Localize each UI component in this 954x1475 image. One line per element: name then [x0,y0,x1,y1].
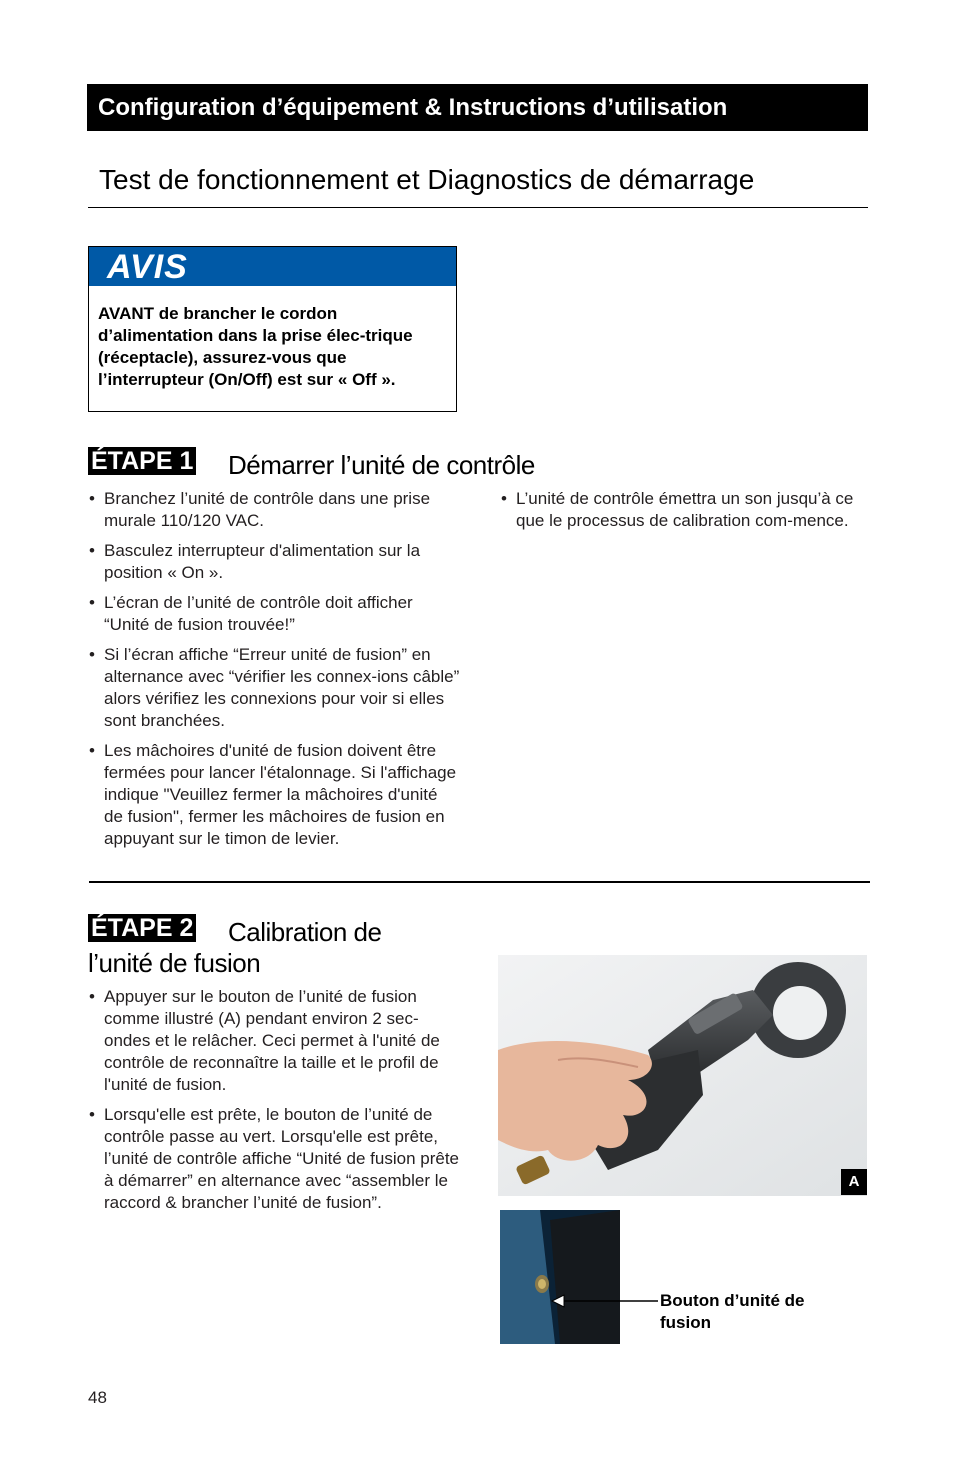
section-title: Test de fonctionnement et Diagnostics de démarrage [99,164,755,195]
list-item: • L’unité de contrôle émettra un son jusqu’à ce que le processus de calibration com-mence. [501,488,871,532]
step2-heading [88,914,196,943]
list-item: • Les mâchoires d'unité de fusion doivent être fermées pour lancer l'étalonnage. Si l'affichage indique "Veuillez fermer la mâchoires d'unité de fusion", fermer les mâchoires de fusion en appuyant sur le timon de levier. [89,740,461,850]
button-closeup-photo [500,1210,620,1344]
fusion-unit-illustration [498,955,867,1196]
list-item: • L’écran de l’unité de contrôle doit afficher “Unité de fusion trouvée!” [89,592,461,636]
chapter-header-title: Configuration d’équipement & Instructions d’utilisation [98,94,728,121]
step-divider [89,881,870,883]
step1-bullet-list-left [89,488,461,858]
notice-text: AVANT de brancher le cordon d’alimentation dans la prise élec-trique (réceptacle), assurez-vous que l’interrupteur (On/Off) est sur « Off ». [98,304,413,389]
callout-arrow [550,1291,660,1311]
step2-bullet-list [89,986,461,1222]
step1-bullet-list-right [501,488,871,540]
step2-badge: ÉTAPE 2 [88,914,196,942]
list-item: • Lorsqu'elle est prête, le bouton de l’unité de contrôle passe au vert. Lorsqu'elle est prête, l’unité de contrôle affiche “Unité de fusion prête à démarrer” en alternance avec “assembler le raccord & brancher l’unité de fusion”. [89,1104,461,1214]
step1-badge: ÉTAPE 1 [88,447,196,475]
button-callout-label: Bouton d’unité de fusion [660,1291,805,1332]
title-divider [88,207,868,208]
step1-title: Démarrer l’unité de contrôle [228,450,535,480]
fusion-unit-photo [498,955,867,1196]
chapter-header-bar [87,84,868,131]
list-item: • Si l’écran affiche “Erreur unité de fusion” en alternance avec “vérifier les connex-ions câble” alors vérifiez les connexions pour voir si elles sont branchées. [89,644,461,732]
list-item: • Branchez l’unité de contrôle dans une prise murale 110/120 VAC. [89,488,461,532]
figure-label: A [841,1169,867,1195]
list-item: • Appuyer sur le bouton de l’unité de fusion comme illustré (A) pendant environ 2 sec-ondes et le relâcher. Ceci permet à l'unité de contrôle de reconnaître la taille et le profil de l'unité de fusion. [89,986,461,1096]
notice-box [88,246,457,412]
list-item: • Basculez interrupteur d'alimentation sur la position « On ». [89,540,461,584]
page-number: 48 [88,1388,107,1407]
button-closeup-illustration [500,1210,620,1344]
notice-heading: AVIS [89,247,456,286]
step2-title-line2: l’unité de fusion [88,948,261,978]
step2-title-line1: Calibration de [228,917,382,947]
step1-heading [88,447,196,476]
